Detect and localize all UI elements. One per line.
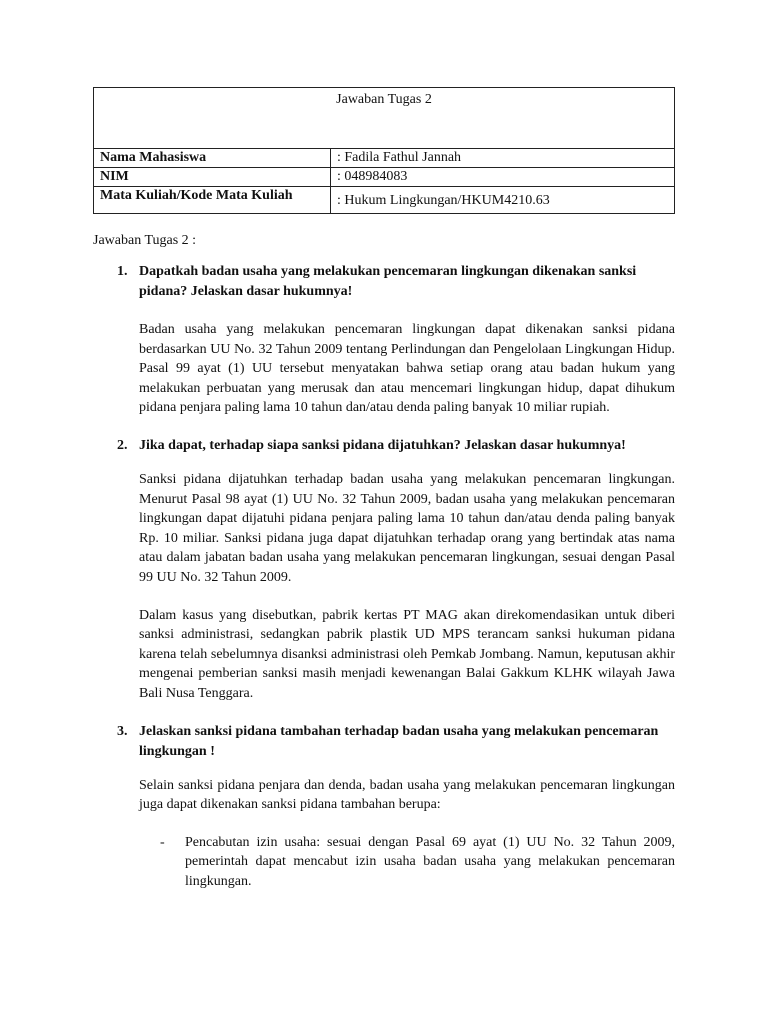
answer-paragraph: Sanksi pidana dijatuhkan terhadap badan usaha yang melakukan pencemaran lingkungan. Menurut Pasal 98 ayat (1) UU No. 32 Tahun 2009, badan usaha yang melakukan pencemaran lingkungan dapat dijatuhi pidana penjara paling lama 10 tahun dan/atau denda paling banyak Rp. 10 miliar. Sanksi pidana juga dapat dijatuhkan terhadap orang yang bertindak atas nama atau dalam jabatan badan usaha yang melakukan pencemaran lingkungan, sesuai dengan Pasal 99 UU No. 32 Tahun 2009.: [139, 471, 675, 585]
student-name-label: Nama Mahasiswa: [94, 149, 331, 168]
answer-paragraph: Badan usaha yang melakukan pencemaran lingkungan dapat dikenakan sanksi pidana berdasarkan UU No. 32 Tahun 2009 tentang Perlindungan dan Pengelolaan Lingkungan Hidup. Pasal 99 ayat (1) UU tersebut menyatakan bahwa setiap orang atau badan hukum yang melakukan perbuatan yang merusak dan atau mencemari lingkungan hidup, dapat dihukum pidana penjara paling lama 10 tahun dan/atau denda paling banyak 10 miliar rupiah.: [139, 322, 675, 416]
question-number: 3.: [117, 723, 128, 739]
question-item-3: [93, 722, 675, 892]
bullet-list: [139, 833, 675, 892]
student-id-value: : 048984083: [331, 168, 675, 187]
question-number: 2.: [117, 437, 128, 453]
student-info-table: [93, 87, 675, 214]
bullet-dash: -: [160, 834, 165, 850]
table-row: [94, 149, 675, 168]
section-heading: Jawaban Tugas 2 :: [93, 233, 197, 248]
student-name-value: : Fadila Fathul Jannah: [331, 149, 675, 168]
course-label: Mata Kuliah/Kode Mata Kuliah: [94, 187, 331, 214]
list-item: [139, 833, 675, 892]
document-title: Jawaban Tugas 2: [94, 88, 675, 149]
question-text: Dapatkah badan usaha yang melakukan pencemaran lingkungan dikenakan sanksi pidana? Jelaskan dasar hukumnya!: [139, 264, 637, 299]
course-value: : Hukum Lingkungan/HKUM4210.63: [331, 187, 675, 214]
answer-paragraph: Selain sanksi pidana penjara dan denda, badan usaha yang melakukan pencemaran lingkungan juga dapat dikenakan sanksi pidana tambahan berupa:: [139, 777, 675, 813]
question-item-1: [93, 262, 675, 418]
question-text: Jika dapat, terhadap siapa sanksi pidana dijatuhkan? Jelaskan dasar hukumnya!: [139, 437, 626, 453]
bullet-text: Pencabutan izin usaha: sesuai dengan Pasal 69 ayat (1) UU No. 32 Tahun 2009, pemerintah dapat mencabut izin usaha badan usaha yang melakukan pencemaran lingkungan.: [185, 834, 675, 889]
table-row: [94, 187, 675, 214]
question-number: 1.: [117, 264, 128, 279]
table-row: [94, 168, 675, 187]
question-text: Jelaskan sanksi pidana tambahan terhadap badan usaha yang melakukan pencemaran lingkungan !: [139, 723, 659, 759]
answer-paragraph: Dalam kasus yang disebutkan, pabrik kertas PT MAG akan direkomendasikan untuk diberi sanksi administrasi, sedangkan pabrik plastik UD MPS terancam sanksi hukuman pidana karena telah sebelumnya disanksi administrasi oleh Pemkab Jombang. Namun, keputusan akhir mengenai pemberian sanksi masih menjadi kewenangan Balai Gakkum KLHK wilayah Jawa Bali Nusa Tenggara.: [139, 607, 675, 701]
question-item-2: [93, 436, 675, 704]
question-list: [93, 262, 675, 891]
student-id-label: NIM: [94, 168, 331, 187]
